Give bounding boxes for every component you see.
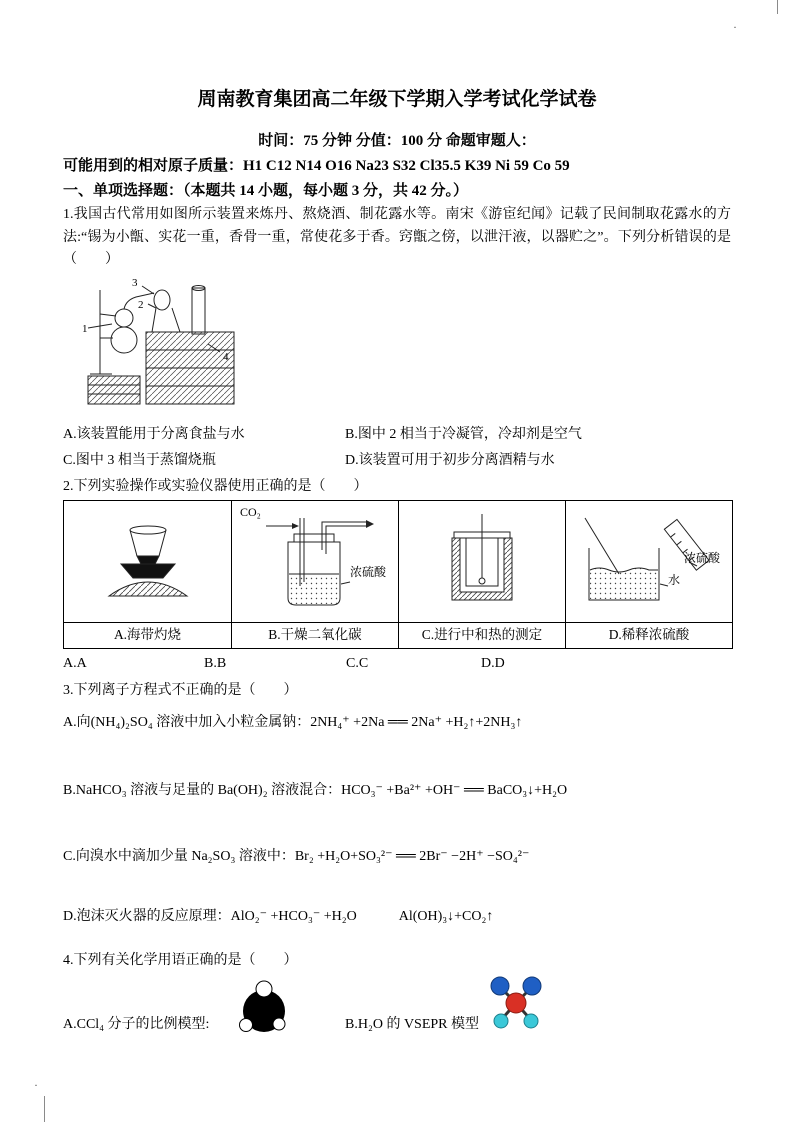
q2-answer-b: B.B [204,656,227,671]
page-mark-top-right-line [777,0,778,14]
q4-option-a: A.CCl₄ 分子的比例模型: [63,1017,210,1032]
q1-option-d: D.该装置可用于初步分离酒精与水 [345,453,555,468]
ccl4-model-drawing [232,978,296,1040]
q2-cell-a [64,501,231,648]
gas-washing-bottle-drawing [240,512,390,612]
page-mark-bottom-left-dot: · [34,1078,38,1092]
page-mark-top-right-dot: · [733,20,737,34]
q2-figure-kelp-burning [64,501,231,622]
q3-option-b: B.NaHCO₃ 溶液与足量的 Ba(OH)₂ 溶液混合：HCO₃⁻ +Ba²⁺ +OH⁻ ══ BaCO₃↓+H₂O [63,783,568,798]
q1-fig-label-2: 2 [138,299,144,311]
q1-fig-label-4: 4 [223,351,229,363]
q1-figure [80,274,238,412]
q2-stem: 2.下列实验操作或实验仪器使用正确的是（ ） [63,479,368,494]
q2-figure-dilute-acid [566,501,732,622]
q2-caption-c: C.进行中和热的测定 [399,622,565,648]
crucible-drawing [93,514,203,610]
q1-option-b: B.图中 2 相当于冷凝管，冷却剂是空气 [345,427,582,442]
q2-cell-b [231,501,398,648]
page-mark-bottom-left-line [44,1096,45,1122]
q2-answer-a: A.A [63,656,87,671]
q2-figure-gas-drying [232,501,398,622]
q3-option-d: D.泡沫灭火器的反应原理：AlO₂⁻ +HCO₃⁻ +H₂O Al(OH)₃↓+CO₂↑ [63,909,494,924]
q1-apparatus-drawing [80,274,238,412]
q1-option-c: C.图中 3 相当于蒸馏烧瓶 [63,453,216,468]
conc-sulfuric-acid-label-b: 浓硫酸 [350,565,387,579]
q2-caption-d: D.稀释浓硫酸 [566,622,732,648]
conc-sulfuric-acid-label-d: 浓硫酸 [684,551,721,565]
q1-option-a: A.该装置能用于分离食盐与水 [63,427,245,442]
h2o-vsepr-drawing [487,974,545,1032]
section-heading: 一、单项选择题：（本题共 14 小题，每小题 3 分，共 42 分。） [63,183,469,199]
q4-stem: 4.下列有关化学用语正确的是（ ） [63,953,298,968]
ccl4-space-filling-model [232,978,296,1040]
water-label: 水 [668,573,681,587]
q2-cell-c [398,501,565,648]
calorimeter-drawing [422,512,542,612]
h2o-vsepr-model [487,974,545,1032]
co2-gas-label: CO₂ [240,505,261,519]
q4-option-b: B.H₂O 的 VSEPR 模型 [345,1017,480,1032]
atomic-mass-line: 可能用到的相对原子质量：H1 C12 N14 O16 Na23 S32 Cl35.5 K39 Ni 59 Co 59 [63,158,570,174]
q3-option-a: A.向(NH₄)₂SO₄ 溶液中加入小粒金属钠：2NH₄⁺ +2Na ══ 2Na⁺ +H₂↑+2NH₃↑ [63,715,523,730]
exam-meta-line: 时间：75 分钟 分值：100 分 命题审题人： [258,133,536,149]
q3-stem: 3.下列离子方程式不正确的是（ ） [63,683,298,698]
q2-caption-a: A.海带灼烧 [64,622,231,648]
q1-fig-label-3: 3 [132,277,138,289]
q2-cell-d [565,501,732,648]
q2-options-table [63,500,733,649]
q2-answer-c: C.C [346,656,369,671]
page-title: 周南教育集团高二年级下学期入学考试化学试卷 [197,89,597,110]
q1-fig-label-1: 1 [82,323,88,335]
q2-caption-b: B.干燥二氧化碳 [232,622,398,648]
q3-option-c: C.向溴水中滴加少量 Na₂SO₃ 溶液中：Br₂ +H₂O+SO₃²⁻ ══ 2Br⁻ −2H⁺ −SO₄²⁻ [63,849,530,864]
q1-stem: 1.我国古代常用如图所示装置来炼丹、熬烧酒、制花露水等。南宋《游宦纪闻》记载了民间制取花露水的方法:“锡为小甑、实花一重，香骨一重，常使花多于香。窍甑之傍，以泄汗液，以器贮之”。下列分析错误的是（ ） [63,207,731,267]
q2-answer-d: D.D [481,656,505,671]
q2-figure-calorimeter [399,501,565,622]
